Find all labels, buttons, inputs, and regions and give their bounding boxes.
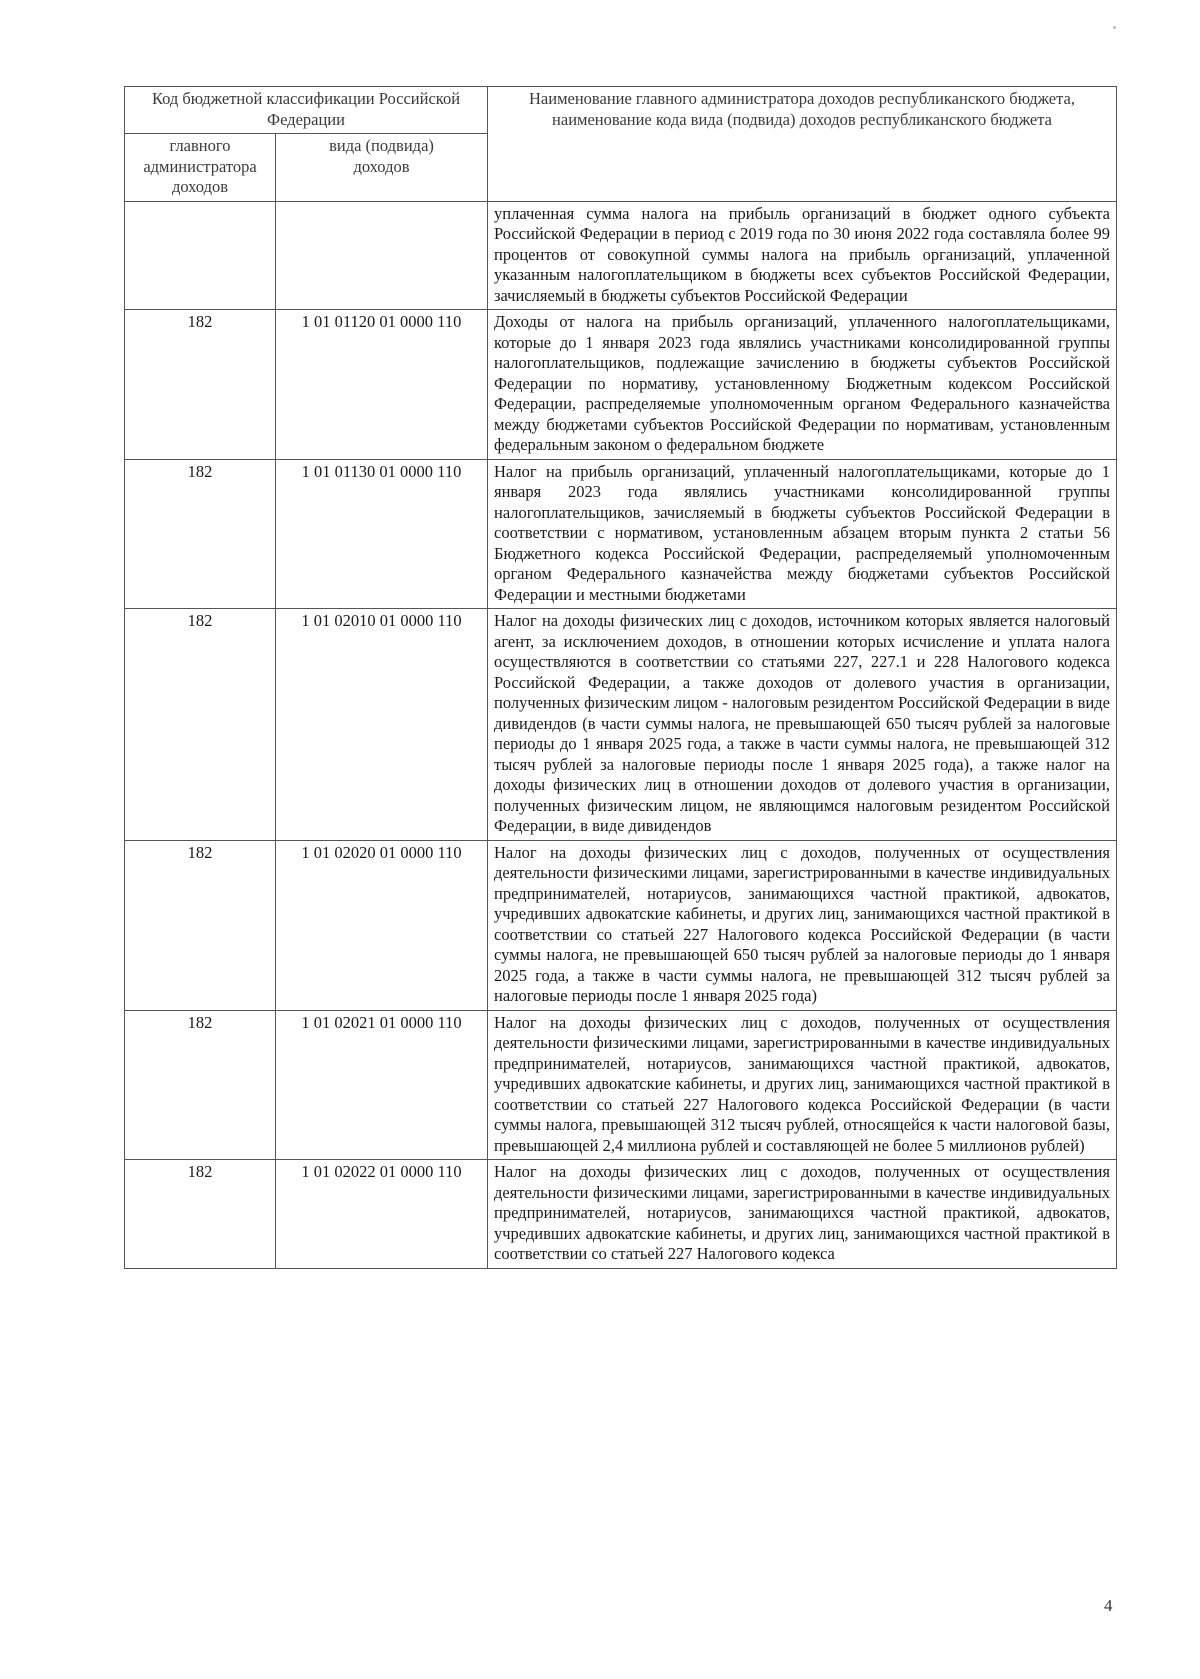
income-name-cell: Налог на доходы физических лиц с доходов, полученных от осуществления деятельности физическими лицами, зарегистрированными в качестве индивидуальных предпринимателей, нотариусов, занимающихся частной практикой, адвокатов, учредивших адвокатские кабинеты, и других лиц, занимающихся частной практикой в соответствии со статьей 227 Налогового кодекса Российской Федерации (в части суммы налога, превышающей 312 тысяч рублей, относящейся к части налоговой базы, превышающей 2,4 миллиона рублей и составляющей не более 5 миллионов рублей) (488, 1010, 1117, 1160)
header-admin-column: главного администратора доходов (125, 134, 276, 202)
header-name-column: Наименование главного администратора доходов республиканского бюджета, наименование кода вида (подвида) доходов республиканского бюджета (488, 87, 1117, 202)
table-row (125, 459, 1117, 609)
table-body (125, 201, 1117, 1268)
admin-code-cell (125, 201, 276, 310)
admin-code-cell: 182 (125, 310, 276, 460)
income-code-cell: 1 01 02021 01 0000 110 (276, 1010, 488, 1160)
admin-code-cell: 182 (125, 1160, 276, 1269)
income-code-cell: 1 01 01120 01 0000 110 (276, 310, 488, 460)
income-name-cell: Доходы от налога на прибыль организаций, уплаченного налогоплательщиками, которые до 1 января 2023 года являлись участниками консолидированной группы налогоплательщиков, подлежащие зачислению в бюджеты субъектов Российской Федерации по нормативу, установленному Бюджетным кодексом Российской Федерации, распределяемые уполномоченным органом Федерального казначейства между бюджетами субъектов Российской Федерации по нормативам, установленным федеральным законом о федеральном бюджете (488, 310, 1117, 460)
admin-code-cell: 182 (125, 609, 276, 841)
income-code-cell (276, 201, 488, 310)
admin-code-cell: 182 (125, 459, 276, 609)
income-code-cell: 1 01 02022 01 0000 110 (276, 1160, 488, 1269)
income-code-cell: 1 01 02020 01 0000 110 (276, 840, 488, 1010)
scan-artifact (1113, 26, 1116, 29)
income-name-cell: Налог на доходы физических лиц с доходов, полученных от осуществления деятельности физическими лицами, зарегистрированными в качестве индивидуальных предпринимателей, нотариусов, занимающихся частной практикой, адвокатов, учредивших адвокатские кабинеты, и других лиц, занимающихся частной практикой в соответствии со статьей 227 Налогового кодекса (488, 1160, 1117, 1269)
table-row (125, 310, 1117, 460)
income-code-cell: 1 01 02010 01 0000 110 (276, 609, 488, 841)
header-code-column: вида (подвида) доходов (276, 134, 488, 202)
table-row (125, 1160, 1117, 1269)
table-row (125, 840, 1117, 1010)
table-row (125, 1010, 1117, 1160)
table-header (125, 87, 1117, 202)
income-name-cell: уплаченная сумма налога на прибыль организаций в бюджет одного субъекта Российской Федерации в период с 2019 года по 30 июня 2022 года составляла более 99 процентов от совокупной суммы налога на прибыль организаций, уплаченной указанным налогоплательщиком в бюджеты всех субъектов Российской Федерации, зачисляемый в бюджеты субъектов Российской Федерации (488, 201, 1117, 310)
budget-classification-table (124, 86, 1117, 1269)
table-row (125, 201, 1117, 310)
income-code-cell: 1 01 01130 01 0000 110 (276, 459, 488, 609)
page-number: 4 (1104, 1596, 1113, 1615)
income-name-cell: Налог на доходы физических лиц с доходов, полученных от осуществления деятельности физическими лицами, зарегистрированными в качестве индивидуальных предпринимателей, нотариусов, занимающихся частной практикой, адвокатов, учредивших адвокатские кабинеты, и других лиц, занимающихся частной практикой в соответствии со статьей 227 Налогового кодекса Российской Федерации (в части суммы налога, не превышающей 650 тысяч рублей за налоговые периоды до 1 января 2025 года, а также в части суммы налога, не превышающей 312 тысяч рублей за налоговые периоды после 1 января 2025 года) (488, 840, 1117, 1010)
income-name-cell: Налог на доходы физических лиц с доходов, источником которых является налоговый агент, за исключением доходов, в отношении которых исчисление и уплата налога осуществляются в соответствии со статьями 227, 227.1 и 228 Налогового кодекса Российской Федерации, а также доходов от долевого участия в организации, полученных физическим лицом - налоговым резидентом Российской Федерации в виде дивидендов (в части суммы налога, не превышающей 650 тысяч рублей за налоговые периоды до 1 января 2025 года, а также в части суммы налога, не превышающей 312 тысяч рублей за налоговые периоды после 1 января 2025 года), а также налог на доходы физических лиц в отношении доходов от долевого участия в организации, полученных физическим лицом, не являющимся налоговым резидентом Российской Федерации, в виде дивидендов (488, 609, 1117, 841)
header-group-kbk: Код бюджетной классификации Российской Федерации (125, 87, 488, 134)
admin-code-cell: 182 (125, 840, 276, 1010)
admin-code-cell: 182 (125, 1010, 276, 1160)
table-row (125, 609, 1117, 841)
income-name-cell: Налог на прибыль организаций, уплаченный налогоплательщиками, которые до 1 января 2023 года являлись участниками консолидированной группы налогоплательщиков, зачисляемый в бюджеты субъектов Российской Федерации в соответствии с нормативом, установленным абзацем вторым пункта 2 статьи 56 Бюджетного кодекса Российской Федерации, распределяемый уполномоченным органом Федерального казначейства между бюджетами субъектов Российской Федерации и местными бюджетами (488, 459, 1117, 609)
